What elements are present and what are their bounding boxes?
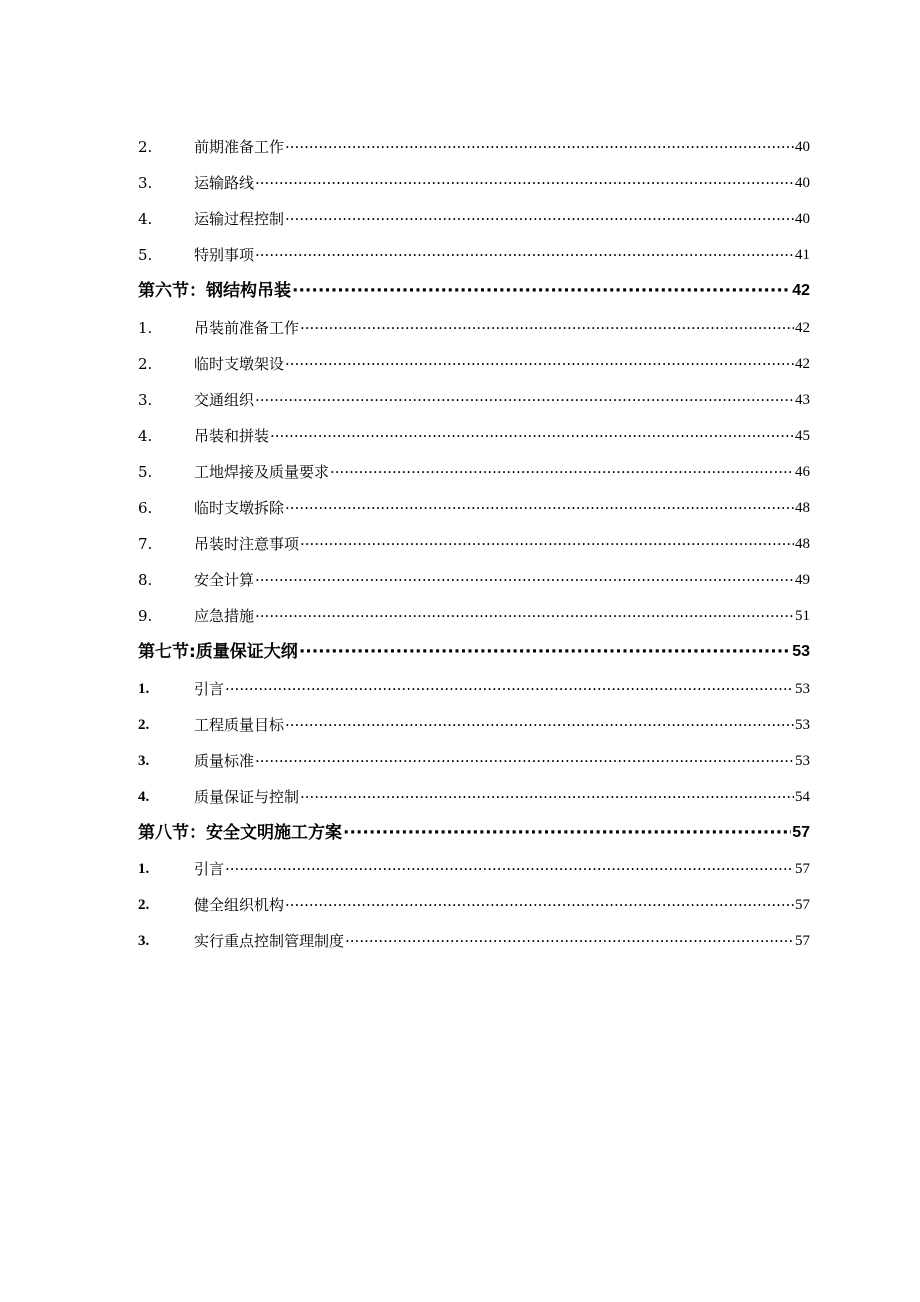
toc-page-number: 57 xyxy=(795,860,810,877)
table-of-contents xyxy=(138,127,810,957)
toc-item-title: 健全组织机构 xyxy=(194,896,285,915)
toc-item-number: 4. xyxy=(138,788,150,805)
dot-leader xyxy=(285,210,794,228)
toc-item-row[interactable] xyxy=(138,380,810,416)
toc-item-number: 8. xyxy=(138,571,153,590)
toc-item-title: 临时支墩拆除 xyxy=(194,499,285,518)
toc-page-number: 53 xyxy=(795,680,810,697)
toc-item-title: 吊装和拼装 xyxy=(194,426,270,445)
toc-item-title: 引言 xyxy=(194,679,225,698)
toc-page-number: 57 xyxy=(795,933,810,950)
dot-leader xyxy=(343,824,791,842)
toc-item-number: 1. xyxy=(138,860,150,877)
toc-item-title: 运输路线 xyxy=(194,174,255,193)
toc-item-title: 交通组织 xyxy=(194,390,255,409)
dot-leader xyxy=(300,788,794,806)
toc-item-number: 3. xyxy=(138,752,150,769)
toc-section-row[interactable] xyxy=(138,813,810,849)
toc-item-number: 3. xyxy=(138,933,150,950)
toc-item-title: 应急措施 xyxy=(194,607,255,626)
dot-leader xyxy=(300,535,794,553)
toc-section-title: 第七节:质量保证大纲 xyxy=(138,642,298,663)
toc-item-number: 2. xyxy=(138,354,153,373)
toc-page-number: 40 xyxy=(795,139,810,156)
toc-item-title: 质量保证与控制 xyxy=(194,787,300,806)
toc-page-number: 53 xyxy=(795,716,810,733)
toc-item-row[interactable] xyxy=(138,344,810,380)
toc-item-title: 工地焊接及质量要求 xyxy=(194,462,330,481)
toc-item-number: 5. xyxy=(138,246,153,265)
toc-item-number: 1. xyxy=(138,680,150,697)
toc-page-number: 49 xyxy=(795,572,810,589)
toc-section-title: 第八节：安全文明施工方案 xyxy=(138,822,342,843)
toc-item-row[interactable] xyxy=(138,705,810,741)
toc-item-row[interactable] xyxy=(138,741,810,777)
toc-item-row[interactable] xyxy=(138,560,810,596)
toc-item-title: 临时支墩架设 xyxy=(194,354,285,373)
toc-item-title: 工程质量目标 xyxy=(194,715,285,734)
toc-page-number: 53 xyxy=(795,752,810,769)
toc-item-number: 2. xyxy=(138,138,153,157)
dot-leader xyxy=(345,932,794,950)
toc-page-number: 53 xyxy=(792,643,810,661)
toc-item-title: 吊装时注意事项 xyxy=(194,535,300,554)
toc-item-title: 安全计算 xyxy=(194,571,255,590)
dot-leader xyxy=(255,752,794,770)
toc-item-title: 引言 xyxy=(194,859,225,878)
toc-item-number: 2. xyxy=(138,897,150,914)
dot-leader xyxy=(255,246,794,264)
dot-leader xyxy=(285,716,794,734)
toc-page-number: 48 xyxy=(795,536,810,553)
toc-item-number: 2. xyxy=(138,716,150,733)
toc-section-title: 第六节：钢结构吊装 xyxy=(138,281,291,302)
dot-leader xyxy=(285,896,794,914)
toc-item-title: 实行重点控制管理制度 xyxy=(194,932,345,951)
toc-item-row[interactable] xyxy=(138,777,810,813)
toc-page-number: 46 xyxy=(795,463,810,480)
dot-leader xyxy=(255,391,794,409)
toc-page-number: 42 xyxy=(795,355,810,372)
dot-leader xyxy=(270,427,794,445)
toc-item-row[interactable] xyxy=(138,416,810,452)
toc-item-number: 9. xyxy=(138,607,153,626)
toc-page-number: 54 xyxy=(795,788,810,805)
toc-item-row[interactable] xyxy=(138,127,810,163)
toc-item-row[interactable] xyxy=(138,668,810,704)
toc-item-row[interactable] xyxy=(138,596,810,632)
dot-leader xyxy=(292,282,791,300)
toc-item-row[interactable] xyxy=(138,307,810,343)
toc-section-row[interactable] xyxy=(138,632,810,668)
toc-section-row[interactable] xyxy=(138,271,810,307)
toc-page-number: 42 xyxy=(795,319,810,336)
toc-item-row[interactable] xyxy=(138,163,810,199)
dot-leader xyxy=(330,463,794,481)
toc-page-number: 43 xyxy=(795,391,810,408)
toc-item-number: 4. xyxy=(138,426,153,445)
toc-item-row[interactable] xyxy=(138,235,810,271)
toc-item-row[interactable] xyxy=(138,921,810,957)
toc-page-number: 45 xyxy=(795,427,810,444)
toc-page-number: 57 xyxy=(795,897,810,914)
dot-leader xyxy=(225,680,794,698)
toc-item-row[interactable] xyxy=(138,452,810,488)
toc-page-number: 40 xyxy=(795,211,810,228)
toc-item-title: 质量标准 xyxy=(194,751,255,770)
toc-item-number: 5. xyxy=(138,462,153,481)
dot-leader xyxy=(299,643,791,661)
toc-item-row[interactable] xyxy=(138,524,810,560)
dot-leader xyxy=(255,174,794,192)
toc-item-number: 1. xyxy=(138,318,153,337)
toc-item-row[interactable] xyxy=(138,488,810,524)
toc-page-number: 42 xyxy=(792,282,810,300)
dot-leader xyxy=(285,138,794,156)
toc-item-row[interactable] xyxy=(138,199,810,235)
dot-leader xyxy=(300,319,794,337)
toc-page-number: 48 xyxy=(795,500,810,517)
dot-leader xyxy=(285,355,794,373)
toc-page-number: 41 xyxy=(795,247,810,264)
toc-item-row[interactable] xyxy=(138,885,810,921)
toc-item-title: 特别事项 xyxy=(194,246,255,265)
dot-leader xyxy=(285,499,794,517)
toc-item-number: 3. xyxy=(138,390,153,409)
toc-item-title: 吊装前准备工作 xyxy=(194,318,300,337)
dot-leader xyxy=(255,607,794,625)
toc-item-number: 4. xyxy=(138,210,153,229)
toc-item-row[interactable] xyxy=(138,849,810,885)
toc-item-number: 7. xyxy=(138,535,153,554)
dot-leader xyxy=(255,571,794,589)
toc-item-title: 运输过程控制 xyxy=(194,210,285,229)
toc-page-number: 57 xyxy=(792,823,810,841)
toc-page-number: 51 xyxy=(795,608,810,625)
toc-page-number: 40 xyxy=(795,175,810,192)
toc-item-number: 6. xyxy=(138,499,153,518)
dot-leader xyxy=(225,860,794,878)
toc-item-number: 3. xyxy=(138,174,153,193)
toc-item-title: 前期准备工作 xyxy=(194,138,285,157)
